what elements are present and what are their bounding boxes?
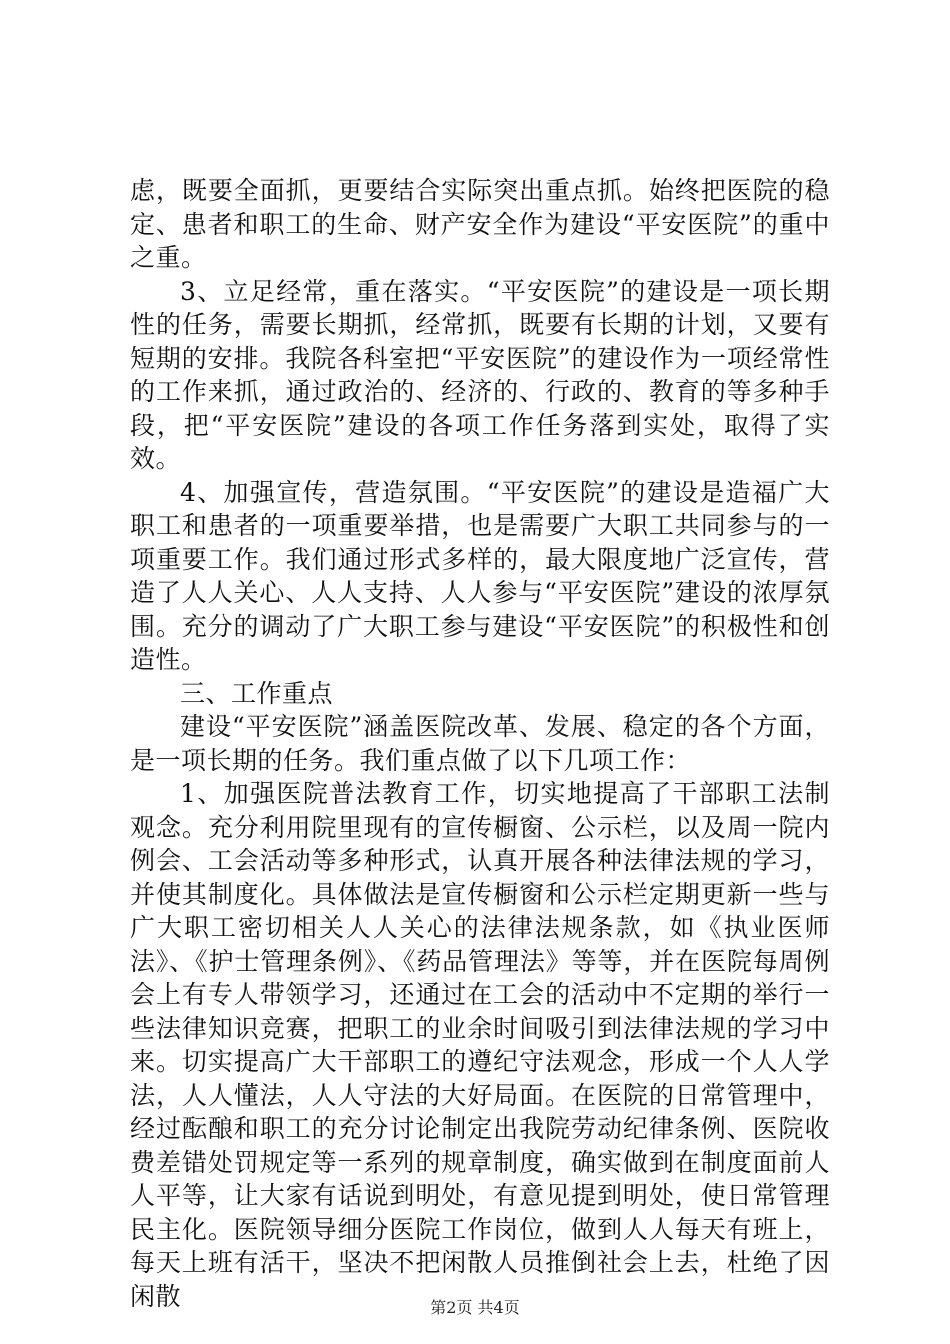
paragraph-1: 虑，既要全面抓，更要结合实际突出重点抓。始终把医院的稳定、患者和职工的生命、财产安全作为建设“平安医院”的重中之重。: [130, 176, 830, 272]
page-footer: 第2页 共4页: [430, 1298, 520, 1317]
paragraph-5: 1、加强医院普法教育工作，切实地提高了干部职工法制观念。充分利用院里现有的宣传橱窗、公示栏，以及周一院内例会、工会活动等多种形式，认真开展各种法律法规的学习，并使其制度化。具体做法是宣传橱窗和公示栏定期更新一些与广大职工密切相关人人关心的法律法规条款，如《执业医师法》、《护士管理条例》、《药品管理法》等等，并在医院每周例会上有专人带领学习，还通过在工会的活动中不定期的举行一些法律知识竞赛，把职工的业余时间吸引到法律法规的学习中来。切实提高广大干部职工的遵纪守法观念，形成一个人人学法，人人懂法，人人守法的大好局面。在医院的日常管理中，经过酝酿和职工的充分讨论制定出我院劳动纪律条例、医院收费差错处罚规定等一系列的规章制度，确实做到在制度面前人人平等，让大家有话说到明处，有意见提到明处，使日常管理民主化。医院领导细分医院工作岗位，做到人人每天有班上，每天上班有活干，坚决不把闲散人员推倒社会上去，杜绝了因闲散: [130, 779, 830, 1311]
section-heading: 三、工作重点: [180, 678, 334, 708]
paragraph-2: 3、立足经常，重在落实。“平安医院”的建设是一项长期性的任务，需要长期抓，经常抓，既要有长期的计划，又要有短期的安排。我院各科室把“平安医院”的建设作为一项经常性的工作来抓，通过政治的、经济的、行政的、教育的等多种手段，把“平安医院”建设的各项工作任务落到实处，取得了实效。: [130, 276, 830, 473]
paragraph-4: 建设“平安医院”涵盖医院改革、发展、稳定的各个方面，是一项长期的任务。我们重点做了以下几项工作：: [130, 712, 830, 775]
paragraph-3: 4、加强宣传，营造氛围。“平安医院”的建设是造福广大职工和患者的一项重要举措，也是需要广大职工共同参与的一项重要工作。我们通过形式多样的，最大限度地广泛宣传，营造了人人关心、人人支持、人人参与“平安医院”建设的浓厚氛围。充分的调动了广大职工参与建设“平安医院”的积极性和创造性。: [130, 477, 830, 674]
document-body: [130, 174, 830, 1313]
